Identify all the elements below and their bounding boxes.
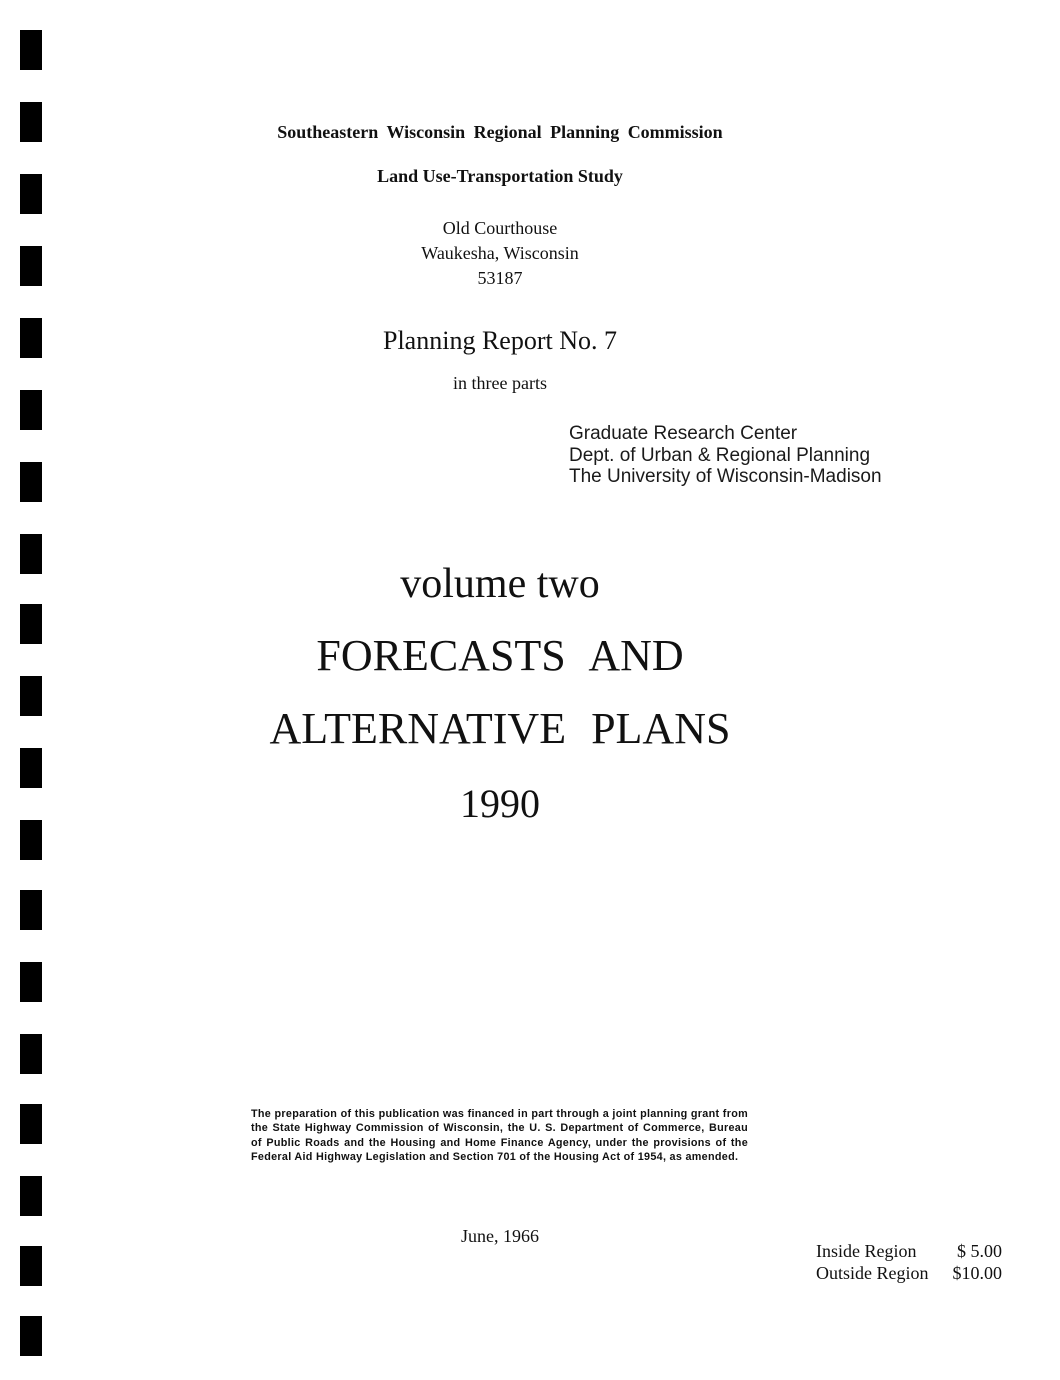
report-parts: in three parts [453,373,547,393]
binding-hole [20,30,42,70]
financing-note: The preparation of this publication was financed in part through a joint planning grant from the State Highway Commission of Wisconsin, the U. S. Department of Commerce, Bureau of Public Roads and the Housing and Home Finance Agency, under the provisions of the Federal Aid Highway Legislation and Section 701 of the Housing Act of 1954, as amended. [251,1108,748,1164]
binding-hole [20,1316,42,1356]
address-line: 53187 [477,268,523,288]
binding-hole [20,962,42,1002]
stamp-line: Graduate Research Center [569,423,798,444]
address-line: Old Courthouse [442,218,558,238]
volume-label: volume two [400,561,600,607]
price-value: $10.00 [952,1263,1002,1283]
report-number: Planning Report No. 7 [383,326,617,355]
address-block [0,216,1000,291]
binding-hole [20,390,42,430]
commission-name: Southeastern Wisconsin Regional Planning Commission [277,122,723,142]
binding-hole [20,1176,42,1216]
binding-hole [20,462,42,502]
address-line: Waukesha, Wisconsin [421,243,579,263]
title-line: FORECASTS AND [316,631,684,680]
price-list [816,1240,1002,1284]
binding-hole [20,890,42,930]
title-year: 1990 [460,781,540,826]
library-stamp [569,423,882,488]
study-name: Land Use-Transportation Study [377,166,623,186]
stamp-line: The University of Wisconsin-Madison [569,466,882,487]
binding-hole [20,1104,42,1144]
price-label: Inside Region [816,1241,917,1261]
price-value: $ 5.00 [957,1241,1002,1261]
price-label: Outside Region [816,1263,929,1283]
title-line: ALTERNATIVE PLANS [269,704,731,753]
stamp-line: Dept. of Urban & Regional Planning [569,444,871,466]
binding-hole [20,1034,42,1074]
price-row [816,1262,1002,1284]
price-row [816,1240,1002,1262]
binding-hole [20,1246,42,1286]
publication-date: June, 1966 [461,1226,539,1246]
